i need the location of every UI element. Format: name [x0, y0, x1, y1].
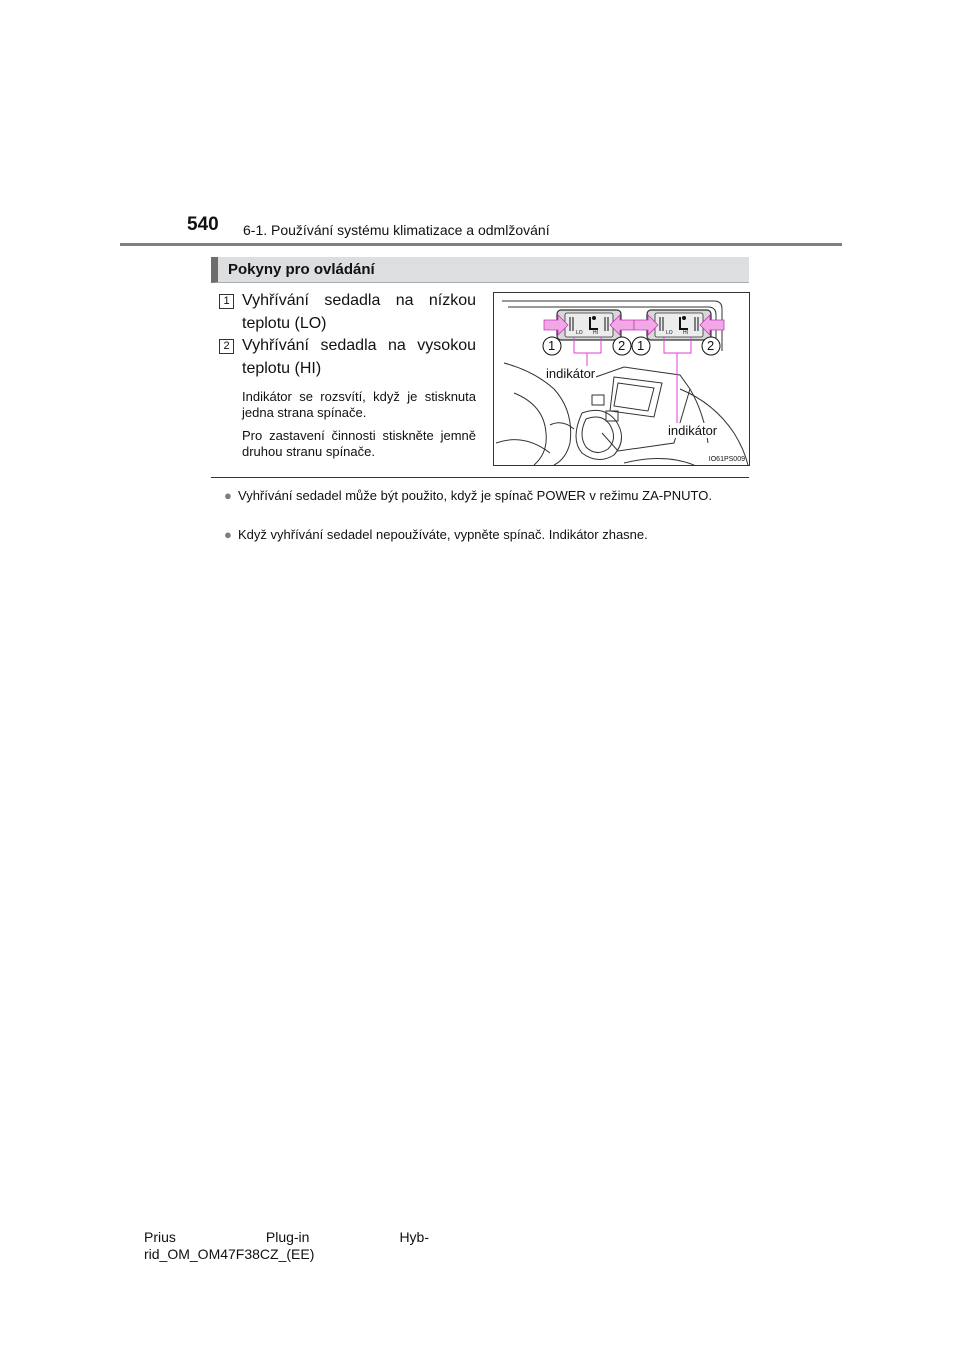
- seat-heater-figure: [493, 292, 750, 466]
- bullet-switch-off: [224, 526, 750, 543]
- header-divider: [120, 243, 842, 246]
- callout-1-left: 1: [548, 338, 556, 353]
- item-text-2: Vyhřívání sedadla na vysokou teplotu (HI): [242, 337, 476, 377]
- bullet-power-mode: [224, 487, 750, 504]
- box-heading: [211, 257, 749, 283]
- block-divider: [211, 477, 749, 478]
- footer-model: Prius: [144, 1229, 176, 1245]
- callout-1-right: 1: [637, 338, 645, 353]
- item-badge-2: 2: [219, 339, 234, 354]
- footer-hyb: Hyb-: [399, 1229, 429, 1245]
- note-indicator: Indikátor se rozsvítí, když je stisknuta jedna strana spínače.: [242, 389, 476, 420]
- indicator-label-left: indikátor: [546, 366, 596, 381]
- bullet-text: Vyhřívání sedadel může být použito, když je spínač POWER v režimu ZA-PNUTO.: [238, 488, 712, 503]
- seat-heater-illustration: [494, 293, 750, 466]
- indicator-label-right: indikátor: [668, 423, 718, 438]
- section-title: 6-1. Používání systému klimatizace a odmlžování: [243, 222, 550, 238]
- item-badge-1: 1: [219, 294, 234, 309]
- note-stop: Pro zastavení činnosti stiskněte jemně druhou stranu spínače.: [242, 428, 476, 459]
- callout-2-right: 2: [707, 338, 715, 353]
- footer-doc-code: rid_OM_OM47F38CZ_(EE): [144, 1246, 315, 1262]
- footer: [144, 1229, 429, 1263]
- bullet-dot-icon: ●: [224, 488, 232, 503]
- page-number: 540: [187, 214, 219, 235]
- switch-left-hi-label: HI: [593, 330, 598, 336]
- switch-right-lo-label: LO: [666, 330, 673, 336]
- switch-left-lo-label: LO: [576, 330, 583, 336]
- footer-plugin: Plug-in: [265, 1229, 310, 1245]
- callout-2-left: 2: [618, 338, 626, 353]
- switch-right-hi-label: HI: [683, 330, 688, 336]
- item-text-1: Vyhřívání sedadla na nízkou teplotu (LO): [242, 292, 476, 332]
- bullet-dot-icon: ●: [224, 527, 232, 542]
- bullet-text: Když vyhřívání sedadel nepoužíváte, vypněte spínač. Indikátor zhasne.: [238, 527, 648, 542]
- figure-image-code: IO61PS009: [708, 456, 745, 463]
- box-heading-label: Pokyny pro ovládání: [228, 261, 375, 278]
